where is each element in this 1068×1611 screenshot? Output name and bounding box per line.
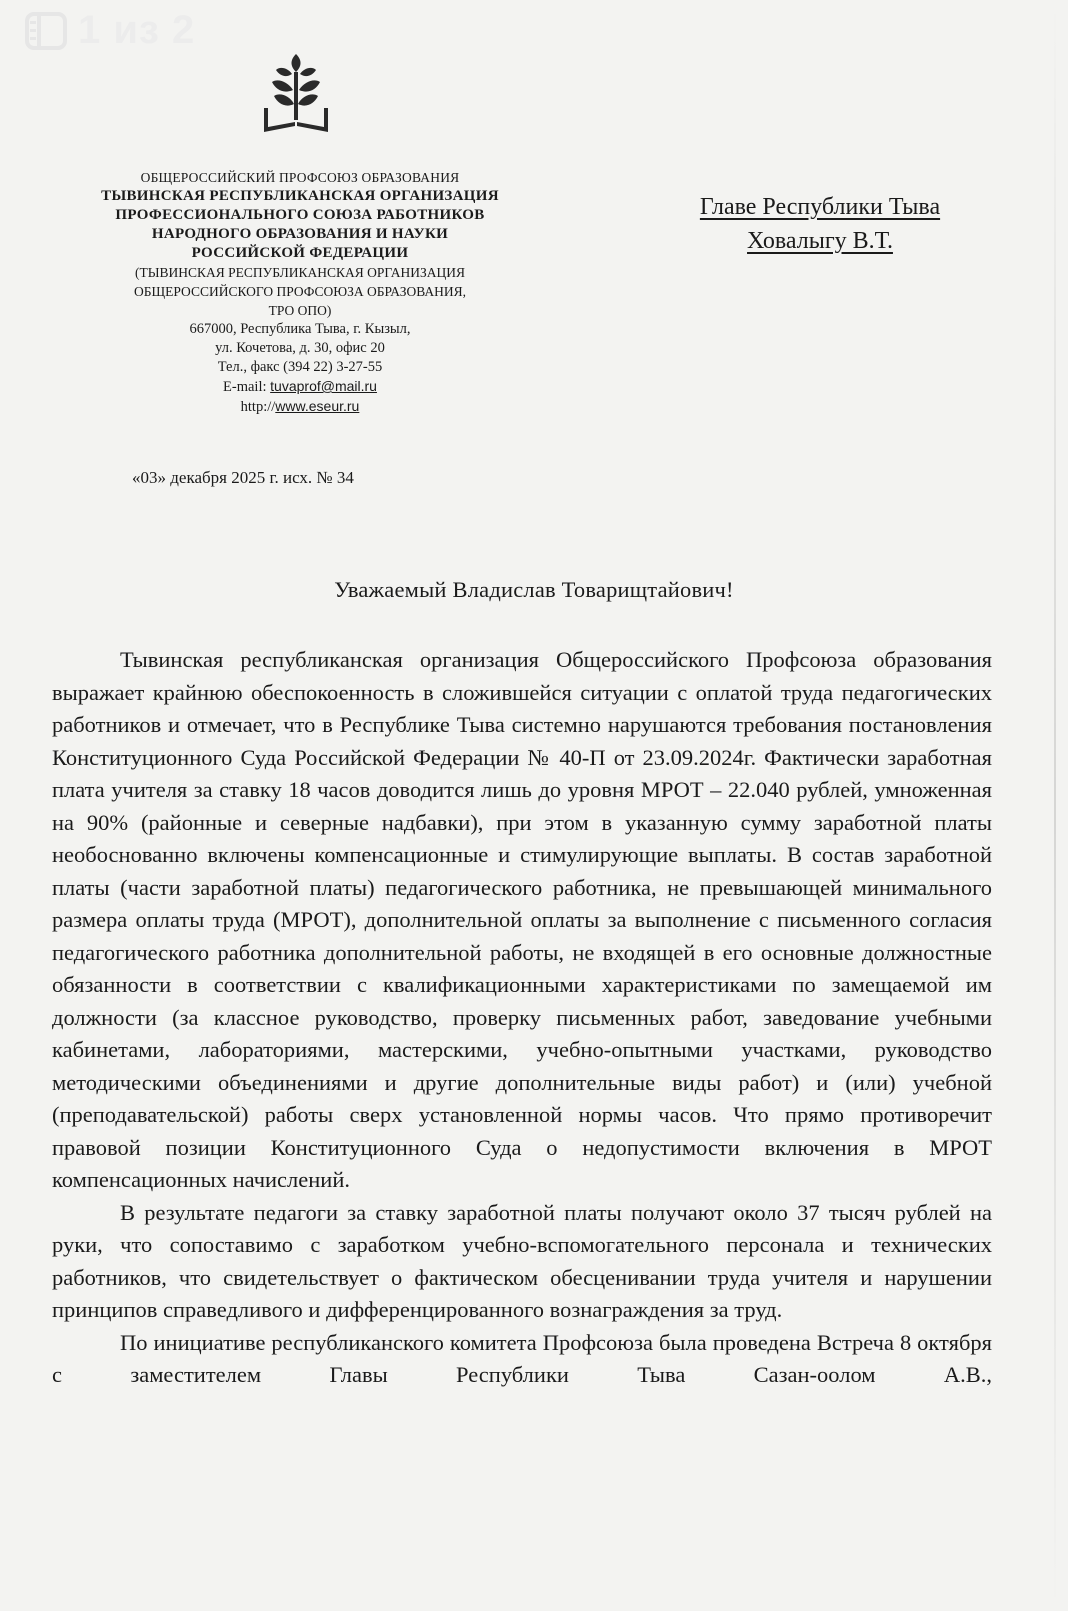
page-counter[interactable] — [24, 8, 195, 53]
org-short-line: ТРО ОПО) — [268, 303, 332, 318]
addressee — [600, 190, 1040, 258]
address-line: ул. Кочетова, д. 30, офис 20 — [215, 340, 385, 356]
website-link[interactable]: www.eseur.ru — [275, 398, 360, 414]
body-paragraph: Тывинская республиканская организация Общероссийского Профсоюза образования выражает крайнюю обеспокоенность в сложившейся ситуации с оплатой труда педагогических работников и отмечает, что в Республике Тыва системно нарушаются требования постановления Конституционного Суда Российской Федерации № 40-П от 23.09.2024г. Фактически заработная плата учителя за ставку 18 часов доводится лишь до уровня МРОТ – 22.040 рублей, умноженная на 90% (районные и северные надбавки), при этом в указанную сумму заработной платы необоснованно включены компенсационные и стимулирующие выплаты. В состав заработной платы (части заработной платы) педагогического работника, не превышающей минимального размера оплаты труда (МРОТ), дополнительной оплаты за выполнение с письменного согласия педагогического работника дополнительной работы, не входящей в его основные должностные обязанности в соответствии с квалификационными характеристиками по замещаемой им должности (за классное руководство, проверку письменных работ, заведование учебными кабинетами, лабораториями, мастерскими, учебно-опытными участками, руководство методическими объединениями и другие дополнительные виды работ) и (или) учебной (преподавательской) работы сверх установленной нормы часов. Что прямо противоречит правовой позиции Конституционного Суда о недопустимости включения в МРОТ компенсационных начислений. — [52, 647, 992, 1192]
union-emblem-icon — [262, 52, 330, 136]
body-paragraph: По инициативе республиканского комитета Профсоюза была проведена Встреча 8 октября с заместителем Главы Республики Тыва Сазан-оолом А.В., — [52, 1329, 992, 1387]
web-prefix: http:// — [240, 399, 276, 415]
salutation: Уважаемый Владислав Товарищтайович! — [334, 577, 734, 602]
org-name-line: РОССИЙСКОЙ ФЕДЕРАЦИИ — [191, 245, 409, 261]
email-link[interactable]: tuvaprof@mail.ru — [270, 378, 377, 394]
address-line: 667000, Республика Тыва, г. Кызыл, — [189, 321, 411, 337]
org-name-line: ПРОФЕССИОНАЛЬНОГО СОЮЗА РАБОТНИКОВ — [115, 207, 485, 223]
website-line — [40, 397, 560, 417]
org-short-line: ОБЩЕРОССИЙСКОГО ПРОФСОЮЗА ОБРАЗОВАНИЯ, — [134, 284, 466, 299]
letterhead — [40, 168, 560, 417]
phone-line: Тел., факс (394 22) 3-27-55 — [217, 359, 383, 375]
union-name: ОБЩЕРОССИЙСКИЙ ПРОФСОЮЗ ОБРАЗОВАНИЯ — [140, 170, 460, 185]
addressee-line: Главе Республики Тыва — [699, 194, 941, 220]
email-prefix: E-mail: — [223, 379, 271, 395]
org-name-line: НАРОДНОГО ОБРАЗОВАНИЯ И НАУКИ — [151, 226, 449, 242]
document-pages-icon[interactable] — [24, 11, 68, 51]
page-counter-text: 1 из 2 — [78, 8, 196, 52]
body-paragraph: В результате педагоги за ставку заработной платы получают около 37 тысяч рублей на руки, что сопоставимо с заработком учебно-вспомогательного персонала и технических работников, что свидетельствует о фактическом обесценивании труда учителя и нарушении принципов справедливого и дифференцированного вознаграждения за труд. — [52, 1199, 992, 1322]
addressee-line: Ховалыгу В.Т. — [747, 228, 893, 254]
outgoing-number: «03» декабря 2025 г. исх. № 34 — [132, 468, 354, 487]
org-short-line: (ТЫВИНСКАЯ РЕСПУБЛИКАНСКАЯ ОРГАНИЗАЦИЯ — [134, 265, 466, 280]
org-name-line: ТЫВИНСКАЯ РЕСПУБЛИКАНСКАЯ ОРГАНИЗАЦИЯ — [101, 188, 499, 204]
letter-body — [52, 644, 992, 1392]
email-line — [40, 377, 560, 397]
page-edge — [1054, 0, 1056, 1611]
